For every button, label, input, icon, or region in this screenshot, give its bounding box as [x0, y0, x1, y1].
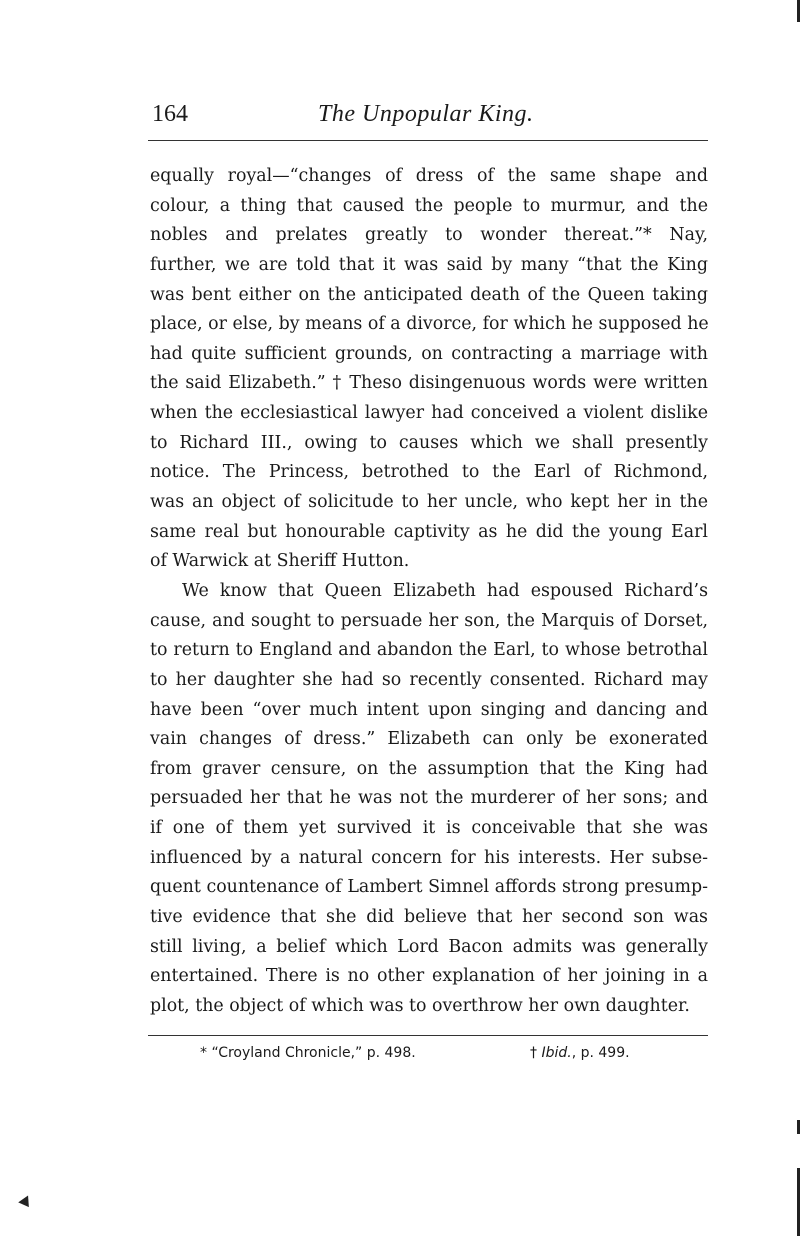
text-line: nobles and prelates greatly to wonder thereat.”* Nay,: [150, 225, 708, 246]
page-header: [148, 97, 708, 137]
footnote-croyland: * “Croyland Chronicle,” p. 498.: [200, 1045, 416, 1061]
dagger-mark: †: [530, 1045, 542, 1061]
text-line: cause, and sought to persuade her son, the Marquis of Dorset,: [150, 610, 708, 631]
text-line: equally royal—“changes of dress of the same shape and: [150, 166, 708, 186]
text-line: persuaded her that he was not the murderer of her sons; and: [150, 788, 708, 809]
text-line: from graver censure, on the assumption that the King had: [150, 758, 708, 779]
text-line: was bent either on the anticipated death of the Queen taking: [150, 284, 708, 305]
text-line: We know that Queen Elizabeth had espoused Richard’s: [182, 580, 708, 601]
body-text: [150, 162, 708, 1022]
text-line: vain changes of dress.” Elizabeth can only be exonerated: [150, 729, 708, 750]
text-line: quent countenance of Lambert Simnel affords strong presump-: [150, 877, 708, 898]
running-title: The Unpopular King.: [318, 101, 534, 127]
text-line: had quite sufficient grounds, on contracting a marriage with: [150, 343, 708, 364]
text-line: was an object of solicitude to her uncle, who kept her in the: [150, 492, 708, 513]
ibid-text: Ibid.: [541, 1045, 572, 1061]
text-line: have been “over much intent upon singing and dancing and: [150, 699, 708, 720]
text-line: to return to England and abandon the Earl, to whose betrothal: [150, 640, 708, 661]
text-line: same real but honourable captivity as he did the young Earl: [150, 521, 708, 542]
text-line: the said Elizabeth.” † Theso disingenuous words were written: [150, 373, 708, 394]
text-line: colour, a thing that caused the people to murmur, and the: [150, 195, 708, 216]
footnote-ibid: [530, 1045, 630, 1061]
footnote-rule: [148, 1035, 708, 1036]
page-number: 164: [152, 101, 188, 127]
text-line: to her daughter she had so recently consented. Richard may: [150, 669, 708, 690]
text-line: of Warwick at Sheriff Hutton.: [150, 551, 410, 572]
text-line: if one of them yet survived it is conceivable that she was: [150, 818, 708, 839]
text-line: plot, the object of which was to overthrow her own daughter.: [150, 995, 690, 1016]
text-line: notice. The Princess, betrothed to the Earl of Richmond,: [150, 462, 708, 483]
text-line: entertained. There is no other explanation of her joining in a: [150, 966, 708, 987]
scan-corner-mark: [18, 1195, 34, 1210]
footnotes: [200, 1045, 700, 1069]
text-line: influenced by a natural concern for his interests. Her subse-: [150, 847, 708, 868]
text-line: to Richard III., owing to causes which we shall presently: [150, 432, 708, 453]
header-rule: [148, 140, 708, 141]
text-line: place, or else, by means of a divorce, for which he supposed he: [150, 314, 709, 335]
text-line: when the ecclesiastical lawyer had conceived a violent dislike: [150, 403, 708, 424]
text-line: further, we are told that it was said by many “that the King: [150, 254, 708, 275]
footnote-page: , p. 499.: [571, 1045, 630, 1061]
text-line: tive evidence that she did believe that her second son was: [150, 907, 708, 928]
text-line: still living, a belief which Lord Bacon admits was generally: [150, 936, 708, 957]
